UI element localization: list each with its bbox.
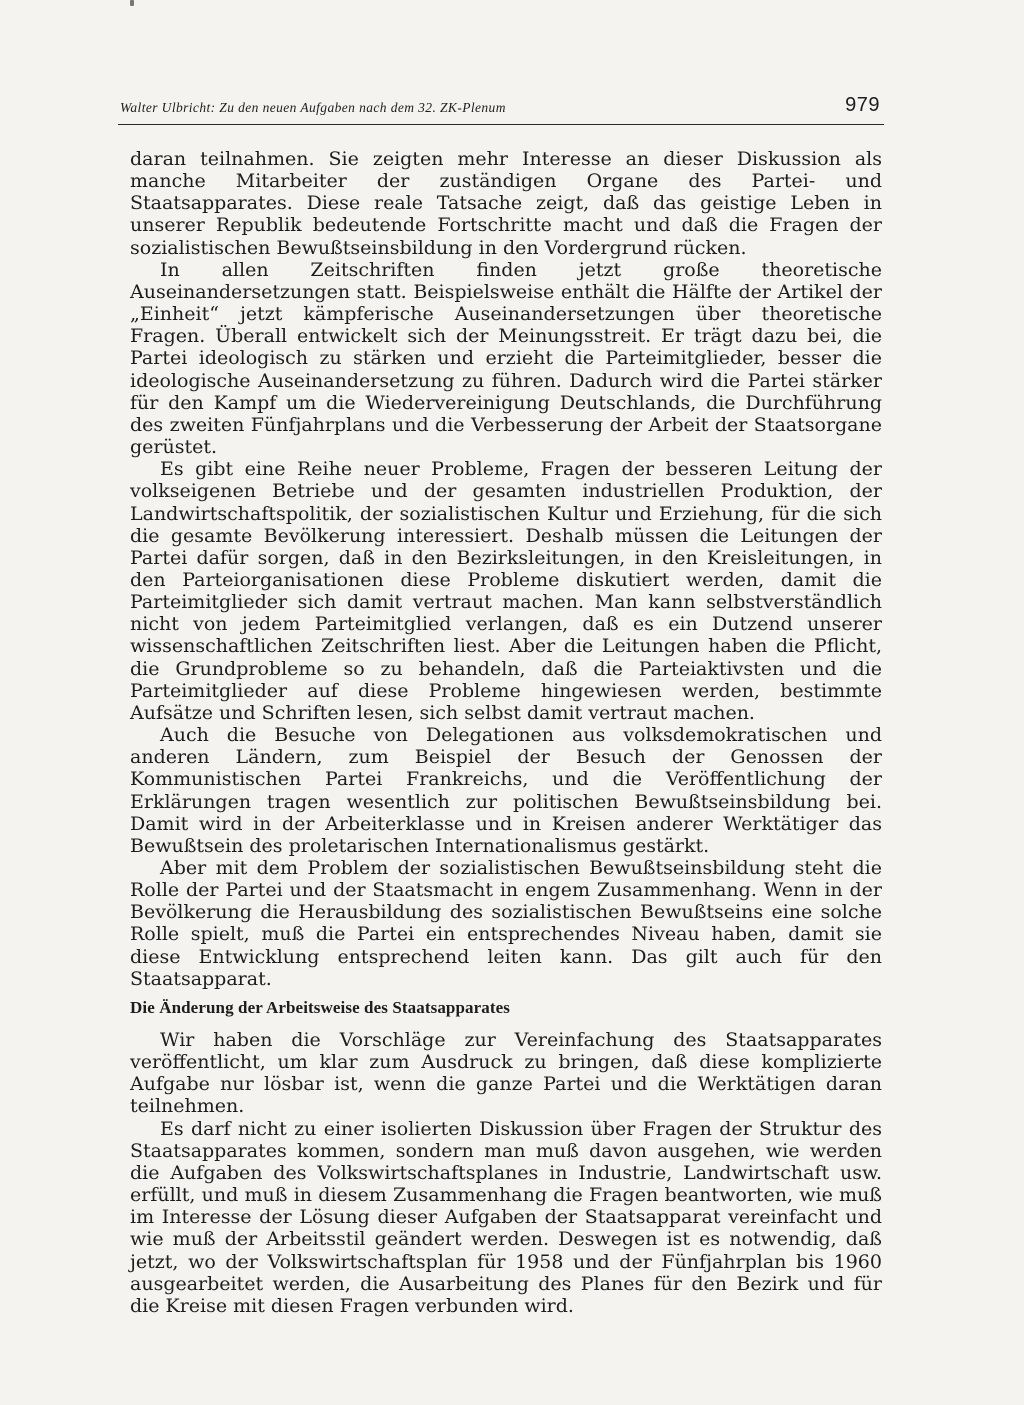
paragraph-2: In allen Zeitschriften finden jetzt große theoretische Auseinandersetzungen statt. Beispielsweise enthält die Hälfte der Artikel der „Einheit“ jetzt kämpferische Auseinandersetzungen über theoretische Fragen. Überall entwickelt sich der Meinungsstreit. Er trägt dazu bei, die Partei ideologisch zu stärken und erzieht die Parteimitglieder, besser die ideologische Auseinandersetzung zu führen. Dadurch wird die Partei stärker für den Kampf um die Wiedervereinigung Deutschlands, die Durchführung des zweiten Fünfjahrplans und die Verbesserung der Arbeit der Staatsorgane gerüstet. — [130, 258, 882, 459]
running-head — [120, 94, 882, 120]
print-speck — [130, 0, 134, 6]
paragraph-7: Es darf nicht zu einer isolierten Diskussion über Fragen der Struktur des Staatsapparates kommen, sondern man muß davon ausgehen, wie werden die Aufgaben des Volkswirtschaftsplanes in Industrie, Landwirtschaft usw. erfüllt, und muß in diesem Zusammenhang die Fragen beantworten, wie muß im Interesse der Lösung dieser Aufgaben der Staatsapparat vereinfacht und wie muß der Arbeitsstil geändert werden. Deswegen ist es notwendig, daß jetzt, wo der Volkswirtschaftsplan für 1958 und der Fünfjahrplan bis 1960 ausgearbeitet werden, die Ausarbeitung des Planes für den Bezirk und für die Kreise mit diesen Fragen verbunden wird. — [130, 1117, 882, 1317]
paragraph-1: daran teilnahmen. Sie zeigten mehr Interesse an dieser Diskussion als manche Mitarbeiter der zuständigen Organe des Partei- und Staatsapparates. Diese reale Tatsache zeigt, daß das geistige Leben in unserer Republik bedeutende Fortschritte macht und daß die Fragen der sozialistischen Bewußtseinsbildung in den Vordergrund rücken. — [130, 148, 882, 259]
section-heading: Die Änderung der Arbeitsweise des Staatsapparates — [130, 997, 510, 1017]
body-text — [130, 148, 882, 1317]
header-rule — [118, 124, 884, 125]
paragraph-3: Es gibt eine Reihe neuer Probleme, Fragen der besseren Leitung der volkseigenen Betriebe und der gesamten industriellen Produktion, der Landwirtschaftspolitik, der sozialistischen Kultur und Erziehung, für die sich die gesamte Bevölkerung interessiert. Deshalb müssen die Leitungen der Partei dafür sorgen, daß in den Bezirksleitungen, in den Kreisleitungen, in den Parteiorganisationen diese Probleme diskutiert werden, damit die Parteimitglieder sich damit vertraut machen. Man kann selbstverständlich nicht von jedem Parteimitglied verlangen, daß es ein Dutzend unserer wissenschaftlichen Zeitschriften liest. Aber die Leitungen haben die Pflicht, die Grundprobleme so zu behandeln, daß die Parteiaktivsten und die Parteimitglieder auf diese Probleme hingewiesen werden, bestimmte Aufsätze und Schriften lesen, sich selbst damit vertraut machen. — [130, 458, 882, 724]
paragraph-5: Aber mit dem Problem der sozialistischen Bewußtseinsbildung steht die Rolle der Partei und der Staatsmacht in engem Zusammenhang. Wenn in der Bevölkerung die Herausbildung des sozialistischen Bewußtseins eine solche Rolle spielt, muß die Partei ein entsprechendes Niveau haben, damit sie diese Entwicklung entsprechend leiten kann. Das gilt auch für den Staatsapparat. — [130, 857, 882, 990]
running-title: Walter Ulbricht: Zu den neuen Aufgaben nach dem 32. ZK-Plenum — [120, 100, 506, 115]
page-number: 979 — [845, 94, 880, 116]
paragraph-6: Wir haben die Vorschläge zur Vereinfachung des Staatsapparates veröffentlicht, um klar zum Ausdruck zu bringen, daß diese komplizierte Aufgabe nur lösbar ist, wenn die ganze Partei und die Werktätigen daran teilnehmen. — [130, 1028, 882, 1118]
paragraph-4: Auch die Besuche von Delegationen aus volksdemokratischen und anderen Ländern, zum Beispiel der Besuch der Genossen der Kommunistischen Partei Frankreichs, und die Veröffentlichung der Erklärungen tragen wesentlich zur politischen Bewußtseinsbildung bei. Damit wird in der Arbeiterklasse und in Kreisen anderer Werktätiger das Bewußtsein des proletarischen Internationalismus gestärkt. — [130, 724, 882, 857]
